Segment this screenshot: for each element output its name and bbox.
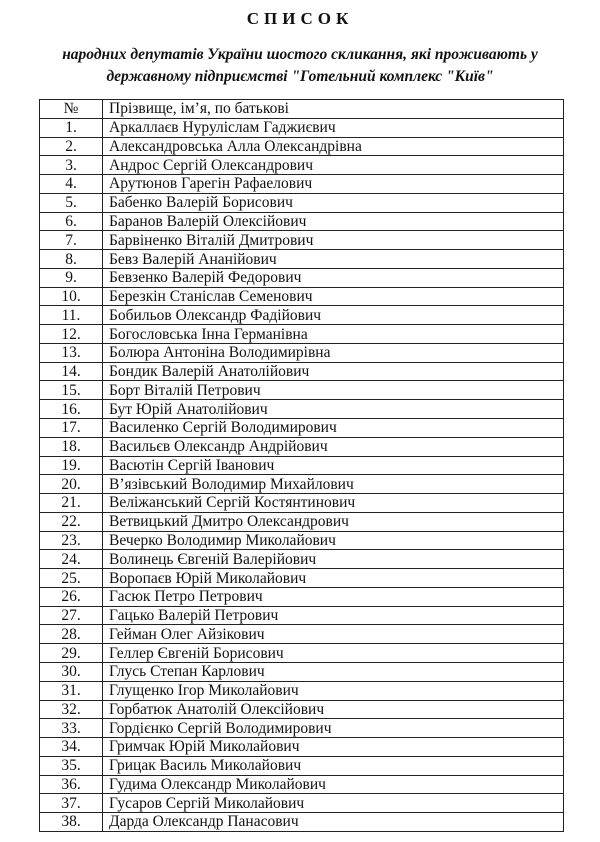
row-number: 33.	[40, 719, 103, 738]
row-full-name: Вечерко Володимир Миколайович	[103, 531, 564, 550]
table-row	[40, 381, 564, 400]
row-full-name: Березкін Станіслав Семенович	[103, 287, 564, 306]
row-full-name: Бабенко Валерій Борисович	[103, 193, 564, 212]
table-row	[40, 756, 564, 775]
row-number: 26.	[40, 587, 103, 606]
row-full-name: Василенко Сергій Володимирович	[103, 419, 564, 438]
table-row	[40, 325, 564, 344]
row-full-name: Гримчак Юрій Миколайович	[103, 738, 564, 757]
table-header-row	[40, 100, 564, 119]
table-row	[40, 287, 564, 306]
row-full-name: Гусаров Сергій Миколайович	[103, 794, 564, 813]
row-number: 11.	[40, 306, 103, 325]
row-full-name: Геллер Євгеній Борисович	[103, 644, 564, 663]
row-full-name: Дарда Олександр Панасович	[103, 813, 564, 832]
row-full-name: Глусь Степан Карлович	[103, 662, 564, 681]
row-number: 14.	[40, 362, 103, 381]
table-row	[40, 118, 564, 137]
row-number: 15.	[40, 381, 103, 400]
row-number: 2.	[40, 137, 103, 156]
row-number: 8.	[40, 250, 103, 269]
row-number: 21.	[40, 494, 103, 513]
row-full-name: Бобильов Олександр Фадійович	[103, 306, 564, 325]
row-number: 1.	[40, 118, 103, 137]
row-number: 32.	[40, 700, 103, 719]
row-full-name: Барвіненко Віталій Дмитрович	[103, 231, 564, 250]
row-full-name: Гейман Олег Айзікович	[103, 625, 564, 644]
row-full-name: Аркаллаєв Нуруліслам Гаджиєвич	[103, 118, 564, 137]
table-row	[40, 362, 564, 381]
table-row	[40, 512, 564, 531]
row-full-name: Болюра Антоніна Володимирівна	[103, 343, 564, 362]
table-row	[40, 137, 564, 156]
document-title: СПИСОК	[246, 9, 354, 28]
row-full-name: Горбатюк Анатолій Олексійович	[103, 700, 564, 719]
row-number: 27.	[40, 606, 103, 625]
table-row	[40, 587, 564, 606]
row-number: 35.	[40, 756, 103, 775]
row-number: 5.	[40, 193, 103, 212]
row-number: 31.	[40, 681, 103, 700]
row-full-name: Бондик Валерій Анатолійович	[103, 362, 564, 381]
row-full-name: Глущенко Ігор Миколайович	[103, 681, 564, 700]
table-row	[40, 456, 564, 475]
table-row	[40, 400, 564, 419]
table-row	[40, 306, 564, 325]
table-row	[40, 437, 564, 456]
row-number: 30.	[40, 662, 103, 681]
row-number: 16.	[40, 400, 103, 419]
table-row	[40, 268, 564, 287]
table-row	[40, 569, 564, 588]
row-full-name: Гацько Валерій Петрович	[103, 606, 564, 625]
row-number: 18.	[40, 437, 103, 456]
row-number: 28.	[40, 625, 103, 644]
header-number: №	[40, 100, 103, 119]
table-row	[40, 700, 564, 719]
row-full-name: Грицак Василь Миколайович	[103, 756, 564, 775]
table-row	[40, 494, 564, 513]
row-full-name: Богословська Інна Германівна	[103, 325, 564, 344]
table-row	[40, 250, 564, 269]
row-number: 36.	[40, 775, 103, 794]
row-full-name: Веліжанський Сергій Костянтинович	[103, 494, 564, 513]
table-row	[40, 681, 564, 700]
row-number: 20.	[40, 475, 103, 494]
row-full-name: Гудима Олександр Миколайович	[103, 775, 564, 794]
subtitle-line-1: народних депутатів України шостого скликання, які проживають у	[62, 46, 538, 63]
row-number: 13.	[40, 343, 103, 362]
row-full-name: Гасюк Петро Петрович	[103, 587, 564, 606]
row-full-name: Андрос Сергій Олександрович	[103, 156, 564, 175]
table-row	[40, 175, 564, 194]
row-full-name: Борт Віталій Петрович	[103, 381, 564, 400]
row-full-name: Васильєв Олександр Андрійович	[103, 437, 564, 456]
table-row	[40, 231, 564, 250]
row-number: 24.	[40, 550, 103, 569]
table-row	[40, 550, 564, 569]
row-full-name: Волинець Євгеній Валерійович	[103, 550, 564, 569]
table-row	[40, 606, 564, 625]
row-full-name: Бевзенко Валерій Федорович	[103, 268, 564, 287]
row-number: 3.	[40, 156, 103, 175]
table-row	[40, 419, 564, 438]
table-row	[40, 662, 564, 681]
table-row	[40, 813, 564, 832]
row-number: 34.	[40, 738, 103, 757]
row-full-name: Баранов Валерій Олексійович	[103, 212, 564, 231]
table-body	[40, 118, 564, 831]
row-number: 37.	[40, 794, 103, 813]
row-number: 7.	[40, 231, 103, 250]
table-row	[40, 212, 564, 231]
row-number: 19.	[40, 456, 103, 475]
table-row	[40, 193, 564, 212]
row-number: 12.	[40, 325, 103, 344]
row-number: 22.	[40, 512, 103, 531]
table-row	[40, 625, 564, 644]
document-subtitle	[0, 44, 600, 88]
row-full-name: Васютін Сергій Іванович	[103, 456, 564, 475]
table-row	[40, 475, 564, 494]
table-row	[40, 794, 564, 813]
table-row	[40, 775, 564, 794]
row-number: 6.	[40, 212, 103, 231]
subtitle-line-2: державному підприємстві "Готельний комплекс "Київ"	[106, 68, 494, 85]
row-full-name: В’язівський Володимир Михайлович	[103, 475, 564, 494]
row-full-name: Гордієнко Сергій Володимирович	[103, 719, 564, 738]
row-number: 9.	[40, 268, 103, 287]
row-number: 10.	[40, 287, 103, 306]
table-row	[40, 531, 564, 550]
table-row	[40, 644, 564, 663]
row-full-name: Александровська Алла Олександрівна	[103, 137, 564, 156]
row-number: 23.	[40, 531, 103, 550]
row-number: 29.	[40, 644, 103, 663]
row-number: 4.	[40, 175, 103, 194]
table-row	[40, 738, 564, 757]
table-row	[40, 719, 564, 738]
header-full-name: Прізвище, ім’я, по батькові	[103, 100, 564, 119]
table-row	[40, 156, 564, 175]
row-number: 25.	[40, 569, 103, 588]
row-number: 38.	[40, 813, 103, 832]
row-full-name: Бевз Валерій Ананійович	[103, 250, 564, 269]
deputies-table	[39, 99, 564, 832]
row-full-name: Бут Юрій Анатолійович	[103, 400, 564, 419]
row-full-name: Ветвицький Дмитро Олександрович	[103, 512, 564, 531]
table-row	[40, 343, 564, 362]
row-full-name: Воропаєв Юрій Миколайович	[103, 569, 564, 588]
row-full-name: Арутюнов Гарегін Рафаелович	[103, 175, 564, 194]
row-number: 17.	[40, 419, 103, 438]
